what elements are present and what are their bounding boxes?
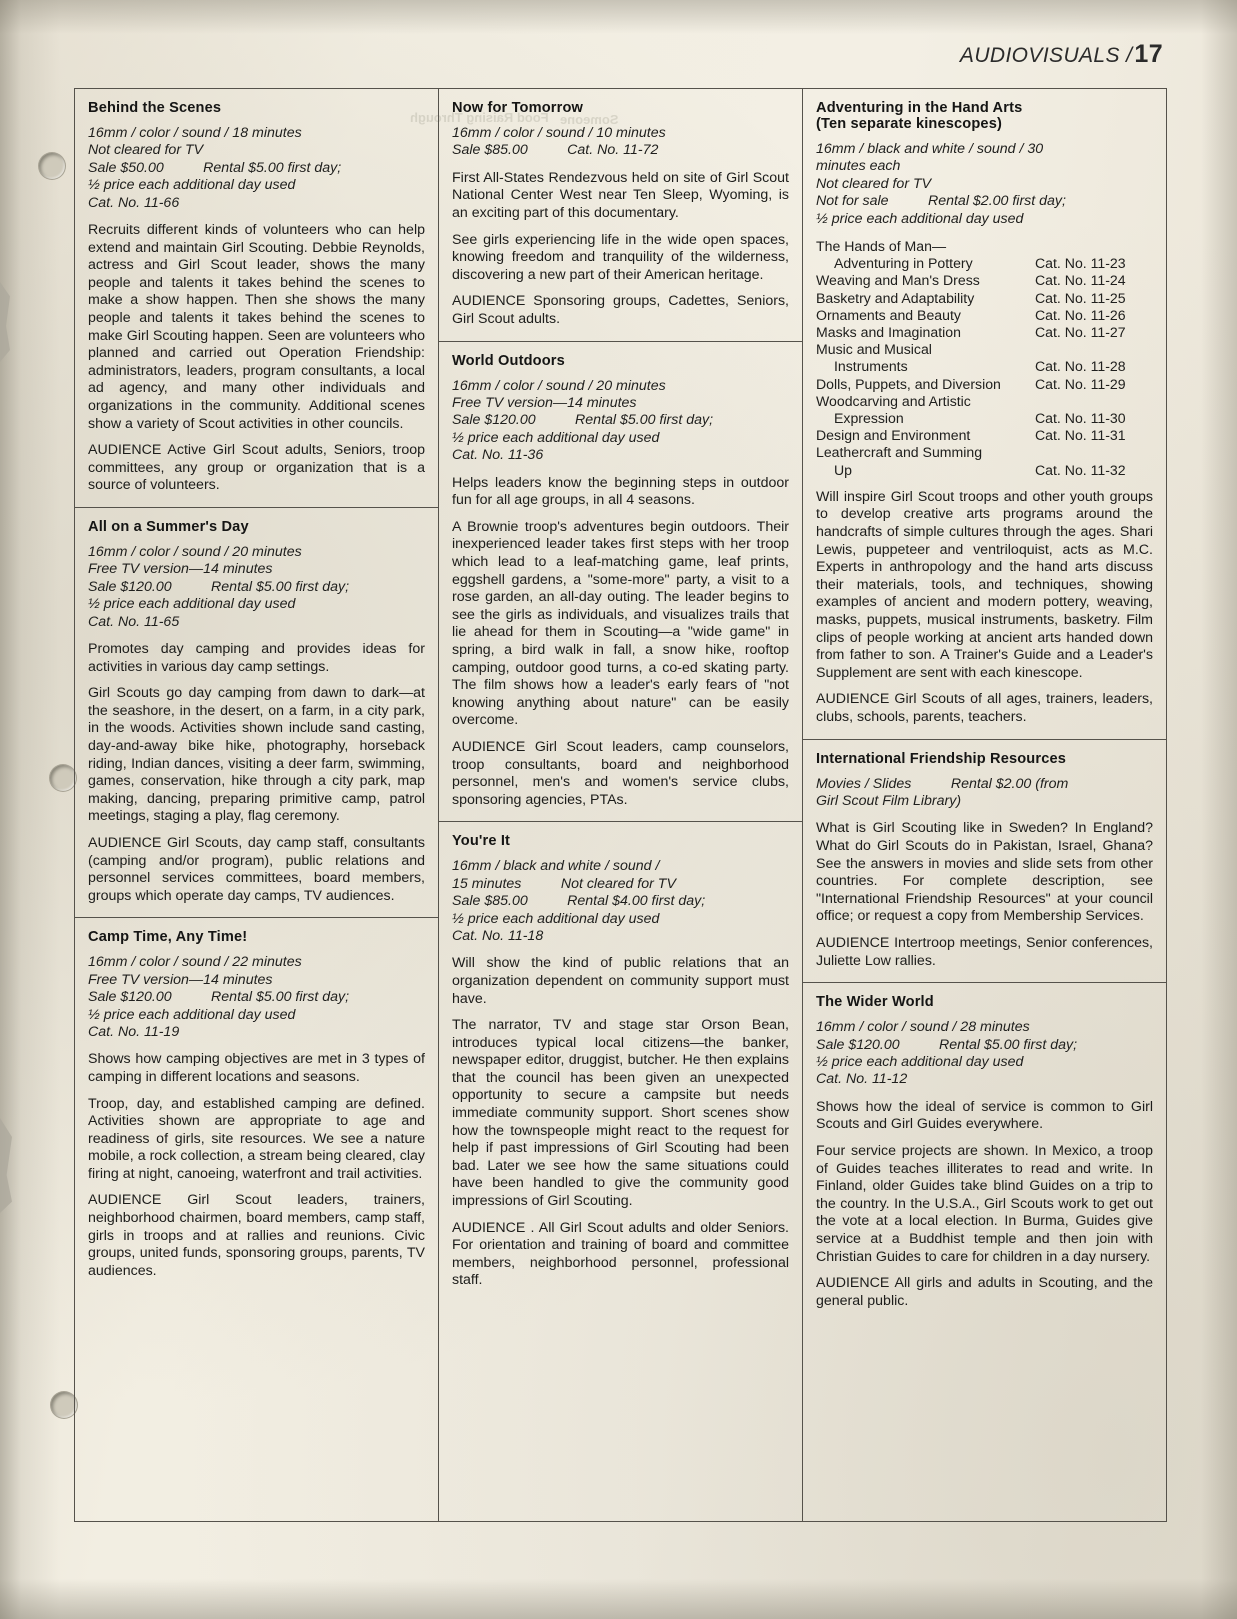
spec-line: ½ price each additional day used: [452, 910, 660, 927]
entry-audience: AUDIENCE Active Girl Scout adults, Seniors, troop committees, any group or organization that is a source of volunteers.: [88, 442, 425, 494]
entry-title: Camp Time, Any Time!: [88, 929, 248, 946]
spec-line: 16mm / color / sound / 22 minutes: [88, 954, 302, 971]
spec-line: 15 minutes Not cleared for TV: [452, 875, 676, 892]
spec-line: Not cleared for TV: [816, 175, 932, 192]
entry-specs: [88, 954, 425, 1041]
entry-paragraph: The narrator, TV and stage star Orson Bean, introduces typical local citizens—the banker, newspaper editor, druggist, butcher. He then explains that the council has been given an unexpected opportunity to secure a campsite but needs immediate community support. Short scenes show how the townspeople might react to the request for help if past impressions of Girl Scouting had been bad. Later we see how the same situations could have been handled to give the community good impressions of Girl Scouting.: [452, 1017, 789, 1210]
spec-line: 16mm / color / sound / 20 minutes: [452, 377, 666, 394]
spec-line: 16mm / black and white / sound /: [452, 858, 660, 875]
entry-audience: AUDIENCE Girl Scouts of all ages, trainers, leaders, clubs, schools, parents, teachers.: [816, 691, 1153, 725]
entry-specs: [88, 125, 425, 212]
page-number: 17: [1134, 40, 1163, 68]
kinescope-row: [816, 272, 1153, 289]
kinescope-cat: [1035, 341, 1153, 358]
spec-line: Sale $120.00 Rental $5.00 first day;: [816, 1036, 1078, 1053]
kinescope-cat: [1035, 444, 1153, 461]
entry-subtitle: (Ten separate kinescopes): [816, 116, 1002, 132]
entry-paragraph: Shows how camping objectives are met in 3 types of camping in different locations and seasons.: [88, 1051, 425, 1085]
kinescope-name: Instruments: [834, 358, 908, 375]
entry-paragraph: Will inspire Girl Scout troops and other youth groups to develop creative arts programs around the handcrafts of simple cultures through the ages. Shari Lewis, puppeteer and ventriloquist, acts as M.C. Experts in anthropology and the hand arts discuss their materials, tools, and techniques, showing examples of ancient and modern pottery, weaving, masks, puppets, musical instruments, basketry. Film clips of people working at ancient arts handed down from father to son. A Trainer's Guide and a Leader's Supplement are sent with each kinescope.: [816, 488, 1153, 681]
entry-camp-time-any-time: [75, 918, 438, 1292]
entry-title-main: Adventuring in the Hand Arts: [816, 100, 1023, 116]
kinescope-row: [816, 324, 1153, 341]
entry-title: You're It: [452, 833, 511, 850]
kinescope-name: Design and Environment: [816, 427, 971, 444]
spec-line: ½ price each additional day used: [816, 1053, 1024, 1070]
kinescope-cat: [1035, 393, 1153, 410]
kinescope-row: [816, 393, 1153, 410]
column-1: [75, 89, 439, 1521]
spec-line: ½ price each additional day used: [816, 210, 1024, 227]
entry-title: World Outdoors: [452, 352, 565, 369]
kinescope-row: [816, 410, 1153, 427]
spec-line: Movies / Slides Rental $2.00 (from: [816, 775, 1069, 792]
entry-behind-the-scenes: [75, 89, 438, 508]
spec-line: Not cleared for TV: [88, 142, 204, 159]
entry-paragraph: Will show the kind of public relations that an organization dependent on community support must have.: [452, 955, 789, 1007]
kinescope-row: [816, 444, 1153, 461]
entry-now-for-tomorrow: [439, 89, 802, 342]
kinescope-row: [816, 462, 1153, 479]
entry-specs: [816, 141, 1153, 228]
kinescope-name: Woodcarving and Artistic: [816, 392, 971, 409]
spec-line: Cat. No. 11-12: [816, 1071, 908, 1088]
kinescope-row: [816, 341, 1153, 358]
section-label: AUDIOVISUALS /: [959, 44, 1133, 67]
kinescope-list-heading: The Hands of Man—: [816, 238, 947, 255]
spec-line: Sale $50.00 Rental $5.00 first day;: [88, 159, 342, 176]
page-edge-shadow-bottom: [0, 1579, 1237, 1619]
entry-paragraph: What is Girl Scouting like in Sweden? In England? What do Girl Scouts do in Pakistan, Israel, Ghana? See the answers in movies and slide sets from other countries. For complete description, see "International Friendship Resources" at your council office; or request a copy from Membership Services.: [816, 820, 1153, 925]
catalog-grid: [74, 88, 1167, 1522]
entry-paragraph: Helps leaders know the beginning steps in outdoor fun for all age groups, in all 4 seasons.: [452, 474, 789, 509]
kinescope-row: [816, 376, 1153, 393]
entry-paragraph: See girls experiencing life in the wide open spaces, knowing freedom and tranquility of the wilderness, discovering a new part of their American heritage.: [452, 231, 789, 283]
page-edge-shadow-left: [0, 0, 60, 1619]
spec-line: 16mm / color / sound / 10 minutes: [452, 125, 666, 141]
entry-specs: [816, 776, 1153, 811]
kinescope-cat: Cat. No. 11-26: [1035, 306, 1126, 323]
entry-paragraph: Shows how the ideal of service is common to Girl Scouts and Girl Guides everywhere.: [816, 1098, 1153, 1133]
page-edge-shadow-top: [0, 0, 1237, 34]
kinescope-cat: Cat. No. 11-32: [1035, 461, 1126, 478]
entry-specs: [452, 378, 789, 465]
spec-line: Free TV version—14 minutes: [88, 971, 273, 988]
spec-line: Girl Scout Film Library): [816, 793, 962, 809]
entry-title: Behind the Scenes: [88, 100, 222, 116]
entry-paragraph: First All-States Rendezvous held on site of Girl Scout National Center West near Ten Sleep, Wyoming, is an exciting part of this documentary.: [452, 169, 789, 221]
page-tear-lower: [0, 1118, 12, 1213]
kinescope-row: [816, 427, 1153, 444]
entry-title: International Friendship Resources: [816, 750, 1067, 767]
spec-line: Free TV version—14 minutes: [88, 561, 273, 578]
kinescope-row: [816, 255, 1153, 272]
kinescope-name: Ornaments and Beauty: [816, 306, 961, 323]
page-edge-shadow-right: [1201, 0, 1237, 1619]
spec-line: 16mm / color / sound / 18 minutes: [88, 125, 302, 141]
entry-title: All on a Summer's Day: [88, 518, 249, 535]
entry-specs: [816, 1019, 1153, 1089]
kinescope-name: Weaving and Man's Dress: [816, 272, 980, 289]
entry-specs: [88, 544, 425, 631]
kinescope-name: Masks and Imagination: [816, 324, 961, 341]
kinescope-row: [816, 290, 1153, 307]
spec-line: 16mm / color / sound / 20 minutes: [88, 543, 302, 560]
entry-audience: AUDIENCE Girl Scout leaders, camp counselors, troop consultants, board and neighborhood personnel, men's and women's service clubs, sponsoring agencies, PTAs.: [452, 738, 789, 808]
entry-specs: [452, 125, 789, 160]
kinescope-name: Dolls, Puppets, and Diversion: [816, 375, 1001, 392]
spec-line: Not for sale Rental $2.00 first day;: [816, 193, 1066, 210]
entry-world-outdoors: [439, 342, 802, 823]
column-2: [439, 89, 803, 1521]
entry-the-wider-world: [803, 983, 1166, 1322]
entry-specs: [452, 858, 789, 945]
spec-line: Cat. No. 11-18: [452, 927, 544, 944]
spec-line: Cat. No. 11-65: [88, 613, 180, 630]
page-header: [960, 40, 1163, 69]
column-3: [803, 89, 1166, 1521]
binder-hole-top: [38, 152, 66, 180]
entry-paragraph: Girl Scouts go day camping from dawn to dark—at the seashore, in the desert, on a farm, in a city park, in the woods. Activities shown include sand casting, day-and-away bike hike, photography, horseback riding, Indian dances, visiting a deer farm, swimming, games, conservation, hike through a city park, map making, dancing, preparing primitive camp, patrol meetings, staging a play, flag ceremony.: [88, 685, 425, 825]
spec-line: Sale $120.00 Rental $5.00 first day;: [452, 412, 714, 429]
kinescope-cat: Cat. No. 11-31: [1035, 427, 1126, 444]
spec-line: Sale $85.00 Cat. No. 11-72: [452, 142, 659, 159]
kinescope-name: Up: [834, 461, 853, 478]
entry-adventuring-in-the-hand-arts: [803, 89, 1166, 740]
entry-all-on-a-summers-day: [75, 508, 438, 918]
entry-paragraph: Recruits different kinds of volunteers who can help extend and maintain Girl Scouting. Debbie Reynolds, actress and Girl Scout leader, shows the many people and talents it takes behind the scenes to make a show happen. Then she shows the many people and talents it takes behind the scenes to make Girl Scouting happen. Seen are volunteers who planned and carried out Operation Friendship: administrators, leaders, program consultants, a local ad agency, and many other individuals and organizations in the community. Additional scenes show a variety of Scout activities in other councils.: [88, 222, 425, 432]
kinescope-cat: Cat. No. 11-25: [1035, 289, 1126, 306]
spec-line: ½ price each additional day used: [88, 1006, 296, 1023]
kinescope-name: Leathercraft and Summing: [816, 444, 983, 461]
entry-audience: AUDIENCE Sponsoring groups, Cadettes, Seniors, Girl Scout adults.: [452, 293, 789, 327]
kinescope-name: Expression: [834, 410, 904, 427]
entry-audience: AUDIENCE Intertroop meetings, Senior conferences, Juliette Low rallies.: [816, 934, 1153, 969]
entry-title: The Wider World: [816, 994, 934, 1011]
entry-audience: AUDIENCE All girls and adults in Scouting, and the general public.: [816, 1275, 1153, 1309]
kinescope-name: Basketry and Adaptability: [816, 289, 975, 306]
kinescope-row: [816, 307, 1153, 324]
spec-line: Sale $120.00 Rental $5.00 first day;: [88, 578, 350, 595]
bleed-through-text: Someone: [560, 112, 619, 127]
kinescope-name: Adventuring in Pottery: [834, 255, 973, 272]
kinescope-cat: Cat. No. 11-30: [1035, 410, 1126, 427]
spec-line: ½ price each additional day used: [88, 596, 296, 613]
kinescope-cat: Cat. No. 11-27: [1035, 324, 1126, 341]
kinescope-name: Music and Musical: [816, 341, 932, 358]
entry-audience: AUDIENCE Girl Scout leaders, trainers, neighborhood chairmen, board members, camp staff, girls in troops and at rallies and reunions. Civic groups, united funds, sponsoring groups, parents, TV audiences.: [88, 1192, 425, 1279]
entry-title: Now for Tomorrow: [452, 100, 584, 116]
kinescope-cat: Cat. No. 11-23: [1035, 255, 1126, 272]
kinescope-row: [816, 358, 1153, 375]
spec-line: Cat. No. 11-66: [88, 194, 180, 211]
kinescope-cat: Cat. No. 11-24: [1035, 272, 1126, 289]
entry-paragraph: Troop, day, and established camping are defined. Activities shown are appropriate to age and readiness of girls, site resources. We see a nature mobile, a rock collection, a stream being cleared, clay firing at night, canoeing, waterfront and trail activities.: [88, 1095, 425, 1182]
entry-audience: AUDIENCE Girl Scouts, day camp staff, consultants (camping and/or program), public relations and personnel services committees, board members, groups which operate day camps, TV audiences.: [88, 834, 425, 904]
spec-line: Cat. No. 11-36: [452, 447, 544, 464]
spec-line: ½ price each additional day used: [452, 429, 660, 446]
spec-line: minutes each: [816, 158, 901, 175]
kinescope-cat: Cat. No. 11-29: [1035, 375, 1126, 392]
kinescope-list: [816, 238, 1153, 479]
entry-paragraph: A Brownie troop's adventures begin outdoors. Their inexperienced leader takes first steps with her troop which lead to a leaf-matching game, leaf prints, eggshell gardens, a "some-more" party, a visit to a rose garden, an all-day outing. The leader begins to see the girls as individuals, and visualizes trails that lie ahead for them in Scouting—a "wide game" in spring, a bird walk in fall, a snow hike, rooftop camping, outdoor good turns, a co-ed skating party. The film shows how a leader's early fears of "not knowing anything about nature" can be easily overcome.: [452, 518, 789, 729]
spec-line: ½ price each additional day used: [88, 177, 296, 194]
entry-paragraph: Promotes day camping and provides ideas for activities in various day camp settings.: [88, 640, 425, 675]
spec-line: 16mm / color / sound / 28 minutes: [816, 1019, 1030, 1036]
entry-audience: AUDIENCE . All Girl Scout adults and older Seniors. For orientation and training of board and committee members, neighborhood personnel, professional staff.: [452, 1219, 789, 1289]
spec-line: 16mm / black and white / sound / 30: [816, 141, 1044, 157]
entry-paragraph: Four service projects are shown. In Mexico, a troop of Guides teaches illiterates to read and write. In Finland, older Guides take blind Guides on a trip to the country. In the U.S.A., Girl Scouts work to get out the vote at a local election. In Burma, Guides give service at a Buddhist temple and then join with Christian Guides to care for children in a day nursery.: [816, 1142, 1153, 1265]
spec-line: Cat. No. 11-19: [88, 1023, 180, 1040]
spec-line: Sale $120.00 Rental $5.00 first day;: [88, 989, 350, 1006]
binder-hole-middle: [49, 764, 77, 792]
bleed-through-text: Food Raising Through: [410, 110, 549, 125]
entry-youre-it: [439, 822, 802, 1302]
entry-international-friendship-resources: [803, 740, 1166, 984]
spec-line: Sale $85.00 Rental $4.00 first day;: [452, 893, 706, 910]
entry-title: [816, 100, 1153, 132]
spec-line: Free TV version—14 minutes: [452, 394, 637, 411]
kinescope-cat: Cat. No. 11-28: [1035, 358, 1126, 375]
kinescope-list-heading-row: [816, 238, 1153, 255]
page-tear-upper: [0, 282, 10, 362]
